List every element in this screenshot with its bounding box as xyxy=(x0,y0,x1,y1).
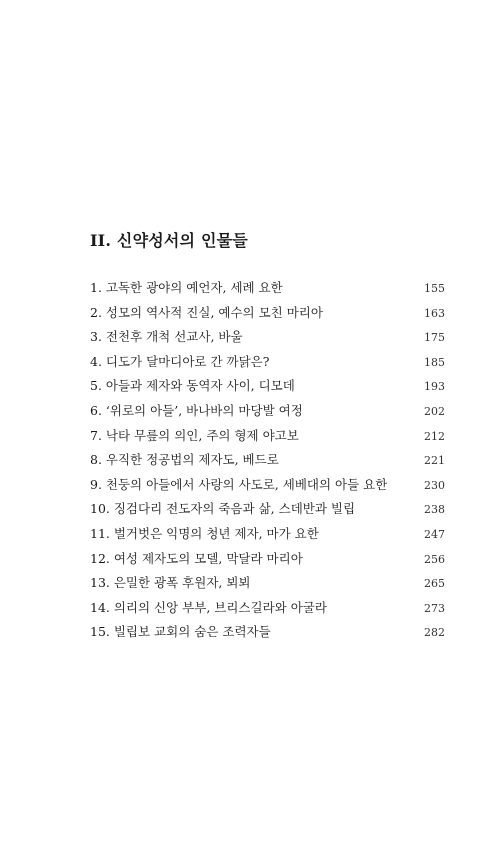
toc-entry-page: 193 xyxy=(424,380,445,394)
toc-entry-title: 12. 여성 제자도의 모델, 막달라 마리아 xyxy=(90,550,303,566)
toc-entry-title: 7. 낙타 무릎의 의인, 주의 형제 야고보 xyxy=(90,427,299,443)
toc-entry-page: 212 xyxy=(424,429,445,443)
toc-entry-title: 5. 아들과 제자와 동역자 사이, 디모데 xyxy=(90,378,295,394)
table-of-contents xyxy=(90,278,445,647)
toc-entry xyxy=(90,549,445,574)
toc-entry-page: 202 xyxy=(424,404,445,418)
toc-entry-title: 6. ‘위로의 아들’, 바나바의 마당발 여정 xyxy=(90,402,303,418)
toc-entry-title: 15. 빌립보 교회의 숨은 조력자들 xyxy=(90,624,271,640)
toc-entry xyxy=(90,352,445,377)
section-title: II. 신약성서의 인물들 xyxy=(90,231,248,250)
toc-entry-title: 13. 은밀한 광폭 후원자, 뵈뵈 xyxy=(90,575,251,591)
toc-entry-title: 14. 의리의 신앙 부부, 브리스길라와 아굴라 xyxy=(90,599,327,615)
toc-entry-page: 221 xyxy=(424,454,445,468)
toc-entry xyxy=(90,573,445,598)
toc-entry-page: 238 xyxy=(424,503,445,517)
toc-entry xyxy=(90,524,445,549)
toc-entry-page: 282 xyxy=(424,626,445,640)
toc-entry-title: 11. 벌거벗은 익명의 청년 제자, 마가 요한 xyxy=(90,525,319,541)
toc-entry xyxy=(90,499,445,524)
toc-entry-title: 2. 성모의 역사적 진실, 예수의 모친 마리아 xyxy=(90,304,323,320)
toc-entry xyxy=(90,327,445,352)
toc-entry-page: 185 xyxy=(424,355,445,369)
toc-entry-title: 3. 전천후 개척 선교사, 바울 xyxy=(90,329,243,345)
toc-entry-page: 163 xyxy=(424,306,445,320)
toc-entry-title: 4. 디도가 달마디아로 간 까닭은? xyxy=(90,353,270,369)
toc-entry-title: 1. 고독한 광야의 예언자, 세례 요한 xyxy=(90,280,283,295)
toc-entry-title: 8. 우직한 정공법의 제자도, 베드로 xyxy=(90,452,279,468)
toc-entry-page: 265 xyxy=(424,577,445,591)
toc-entry xyxy=(90,475,445,500)
toc-entry xyxy=(90,376,445,401)
toc-entry-page: 155 xyxy=(424,282,445,295)
toc-entry-page: 256 xyxy=(424,552,445,566)
toc-entry xyxy=(90,598,445,623)
toc-entry xyxy=(90,303,445,328)
toc-entry xyxy=(90,426,445,451)
toc-entry xyxy=(90,450,445,475)
toc-entry xyxy=(90,278,445,303)
toc-entry-page: 247 xyxy=(424,527,445,541)
toc-entry-page: 175 xyxy=(424,331,445,345)
toc-entry xyxy=(90,401,445,426)
toc-entry-title: 10. 징검다리 전도자의 죽음과 삶, 스데반과 빌립 xyxy=(90,501,356,517)
toc-entry xyxy=(90,622,445,647)
toc-entry-page: 273 xyxy=(424,601,445,615)
toc-entry-page: 230 xyxy=(424,478,445,492)
toc-entry-title: 9. 천둥의 아들에서 사랑의 사도로, 세베대의 아들 요한 xyxy=(90,476,388,492)
